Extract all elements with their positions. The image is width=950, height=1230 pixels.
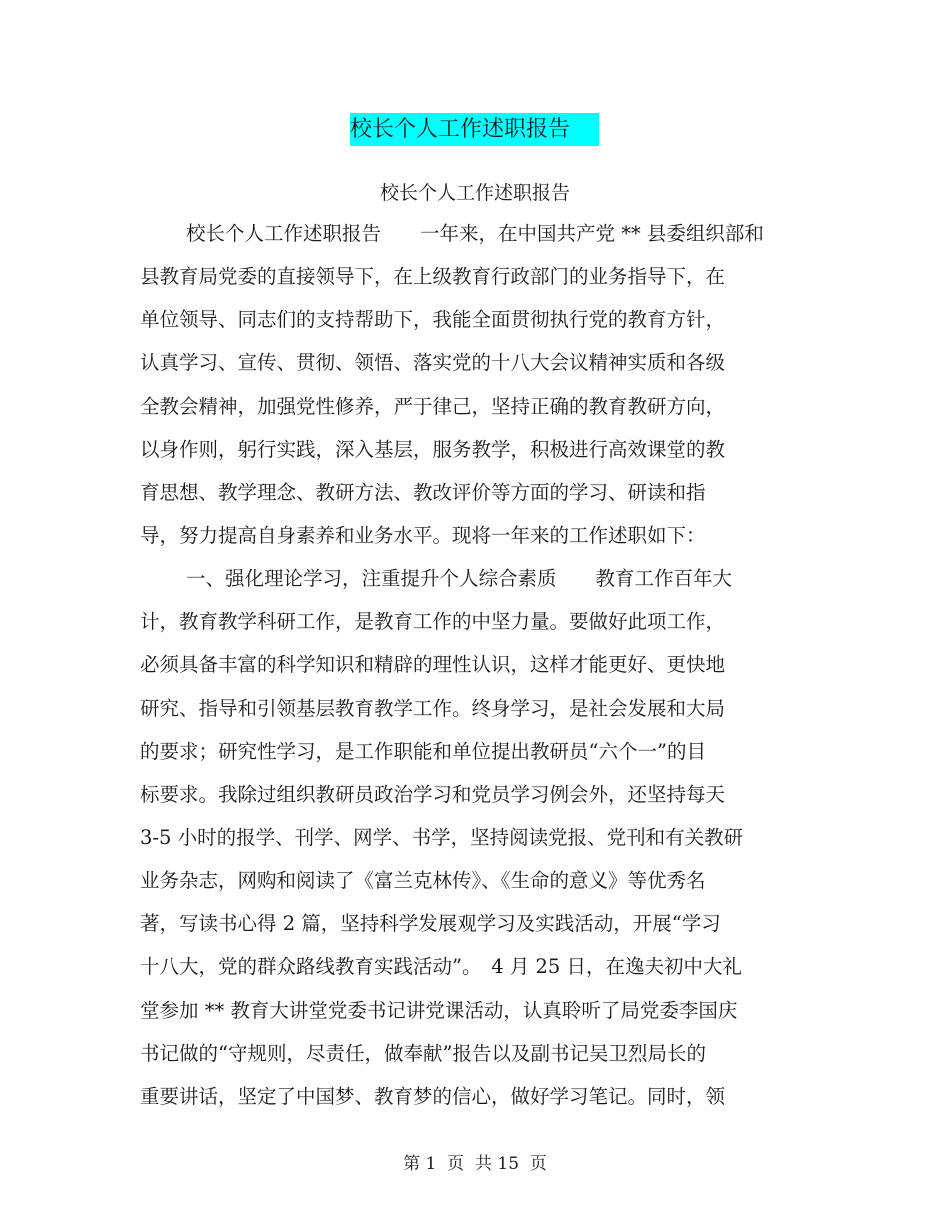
paragraph-line: 3-5 小时的报学、刊学、网学、书学，坚持阅读党报、党刊和有关教研 [140,825,744,849]
paragraph-line: 十八大，党的群众路线教育实践活动”。 4 月 25 日，在逸夫初中大礼 [140,955,743,979]
paragraph-line: 县教育局党委的直接领导下，在上级教育行政部门的业务指导下，在 [140,265,726,289]
paragraph-line: 单位领导、同志们的支持帮助下，我能全面贯彻执行党的教育方针， [140,308,726,332]
document-body [140,219,790,1125]
paragraph-line: 育思想、教学理念、教研方法、教改评价等方面的学习、研读和指 [140,480,706,504]
paragraph-line: 业务杂志，网购和阅读了《富兰克林传》、《生命的意义》等优秀名 [140,869,706,893]
paragraph-line: 书记做的“守规则，尽责任，做奉献”报告以及副书记吴卫烈局长的 [140,1041,706,1065]
paragraph-line: 计，教育教学科研工作，是教育工作的中坚力量。要做好此项工作， [140,610,726,634]
page-number: 第 1 页 共 15 页 [403,1154,547,1174]
paragraph-line: 认真学习、宣传、贯彻、领悟、落实党的十八大会议精神实质和各级 [140,351,726,375]
paragraph-line: 著，写读书心得 2 篇，坚持科学发展观学习及实践活动，开展“学习 [140,912,721,936]
paragraph-line: 以身作则，躬行实践，深入基层，服务教学，积极进行高效课堂的教 [140,437,726,461]
paragraph-line: 堂参加 ** 教育大讲堂党委书记讲党课活动，认真聆听了局党委李国庆 [140,998,738,1022]
paragraph-line: 全教会精神，加强党性修养，严于律己，坚持正确的教育教研方向， [140,394,726,418]
paragraph-line: 导，努力提高自身素养和业务水平。现将一年来的工作述职如下： [140,523,706,547]
paragraph-line: 必须具备丰富的科学知识和精辟的理性认识，这样才能更好、更快地 [140,653,726,677]
document-title [350,113,599,146]
paragraph-line: 标要求。我除过组织教研员政治学习和党员学习例会外，还坚持每天 [140,782,726,806]
paragraph-line: 的要求；研究性学习，是工作职能和单位提出教研员“六个一”的目 [140,739,706,763]
document-title-text: 校长个人工作述职报告 [350,117,571,142]
document-subtitle: 校长个人工作述职报告 [379,182,570,204]
paragraph-line: 校长个人工作述职报告 一年来，在中国共产党 ** 县委组织部和 [186,222,764,245]
paragraph-line: 重要讲话，坚定了中国梦、教育梦的信心，做好学习笔记。同时，领 [140,1084,726,1108]
paragraph-line: 一、强化理论学习，注重提升个人综合素质 教育工作百年大 [186,567,733,591]
paragraph-line: 研究、指导和引领基层教育教学工作。终身学习，是社会发展和大局 [140,696,726,720]
